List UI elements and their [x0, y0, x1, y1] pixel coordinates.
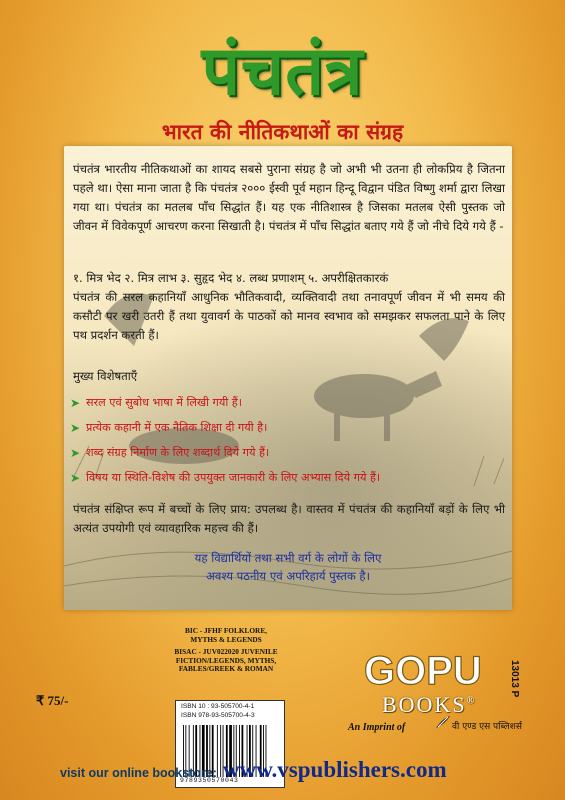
availability-paragraph: पंचतंत्र संक्षिप्त रूप में बच्चों के लिए प्राय: उपलब्ध है। वास्तव में पंचतंत्र की कहानियाँ बड़ों के लिए भी अत्यंत उपयोगी एवं व्यावहारिक महत्त्व की हैं।	[73, 502, 505, 535]
description-paragraph: पंचतंत्र की सरल कहानियाँ आधुनिक भौतिकवादी, व्यक्तिवादी तथा तनावपूर्ण जीवन में भी समय की कसौटी पर खरी उतरी हैं तथा युवावर्ग के पाठकों को मानव स्वभाव को समझकर सफलता पाने के लिए पथ प्रदर्शन करती हैं।	[73, 290, 505, 342]
feature-item: ➤ विषय या स्थिति-विशेष की उपयुक्त जानकारी के लिए अभ्यास दिये गये हैं।	[70, 467, 380, 492]
logo-letter-g: GOPU	[364, 650, 482, 690]
book-subtitle: भारत की नीतिकथाओं का संग्रह	[161, 120, 404, 144]
feature-item: ➤ सरल एवं सुबोध भाषा में लिखी गयी हैं।	[70, 392, 380, 417]
bic-line: MYTHS & LEGENDS	[190, 634, 262, 644]
isbn-13: ISBN 978-93-505700-4-3	[181, 712, 255, 719]
gopu-logo	[362, 650, 522, 690]
barcode-number: 9789350570043	[180, 777, 239, 784]
bisac-line: FICTION/LEGENDS, MYTHS,	[175, 655, 277, 665]
trademark: ®	[466, 695, 477, 707]
bisac-codes	[156, 627, 296, 674]
features-list	[70, 392, 380, 492]
price: ₹ 75/-	[36, 693, 69, 708]
book-title: पंचतंत्र	[201, 32, 364, 111]
visit-label: visit our online bookstore:	[60, 766, 217, 780]
arrow-icon: ➤	[70, 421, 81, 435]
arrow-icon: ➤	[70, 471, 81, 485]
imprint-name: वी एण्ड एस पब्लिशर्स	[452, 722, 522, 732]
arrow-icon: ➤	[70, 446, 81, 460]
feature-item: ➤ शब्द संग्रह निर्माण के लिए शब्दार्थ दिये गये हैं।	[70, 442, 380, 467]
imprint-label: An Imprint of	[348, 722, 406, 733]
website-link[interactable]: www.vspublishers.com	[222, 757, 447, 782]
isbn-10: ISBN 10 : 93-505700-4-1	[181, 703, 255, 710]
closing-line-1: यह विद्यार्थियों तथा सभी वर्ग के लोगों के लिए	[194, 551, 382, 565]
bisac-line: FABLES/GREEK & ROMAN	[178, 664, 274, 674]
bic-line: BIC - JFHF FOLKLORE,	[184, 626, 268, 635]
features-heading: मुख्य विशेषताएँ	[73, 369, 138, 383]
closing-line-2: अवश्य पठनीय एवं अपरिहार्य पुस्तक है।	[206, 569, 370, 583]
principles-list: १. मित्र भेद २. मित्र लाभ ३. सुहृद भेद ४. लब्ध प्रणाशम् ५. अपरीक्षितकारकं	[73, 271, 389, 285]
catalog-number: 13013 P	[509, 660, 520, 698]
books-wordmark	[382, 692, 476, 718]
arrow-icon: ➤	[70, 396, 81, 410]
vs-publishers-icon	[435, 714, 451, 730]
bookstore-footer	[60, 757, 447, 783]
feature-item: ➤ प्रत्येक कहानी में एक नैतिक शिक्षा दी गयी है।	[70, 417, 380, 442]
closing-statement	[64, 549, 512, 585]
bisac-line: BISAC - JUV022020 JUVENILE	[174, 647, 278, 657]
text-panel	[64, 146, 512, 610]
books-text: BOOKS	[382, 692, 467, 717]
intro-paragraph: पंचतंत्र भारतीय नीतिकथाओं का शायद सबसे पुराना संग्रह है जो अभी भी उतना ही लोकप्रिय है जितना पहले था। ऐसा माना जाता है कि पंचतंत्र २००० ईस्वी पूर्व महान हिन्दू विद्वान पंडित विष्णु शर्मा द्वारा लिखा गया था। पंचतंत्र का मतलब पाँच सिद्धांत हैं। यह एक नीतिशास्त्र है जिसका मतलब ऐसी पुस्तक जो जीवन में विवेकपूर्ण आचरण करना सिखाती है। पंचतंत्र में पाँच सिद्धांत बताए गये हैं जो नीचे दिये गये हैं -	[73, 162, 505, 233]
